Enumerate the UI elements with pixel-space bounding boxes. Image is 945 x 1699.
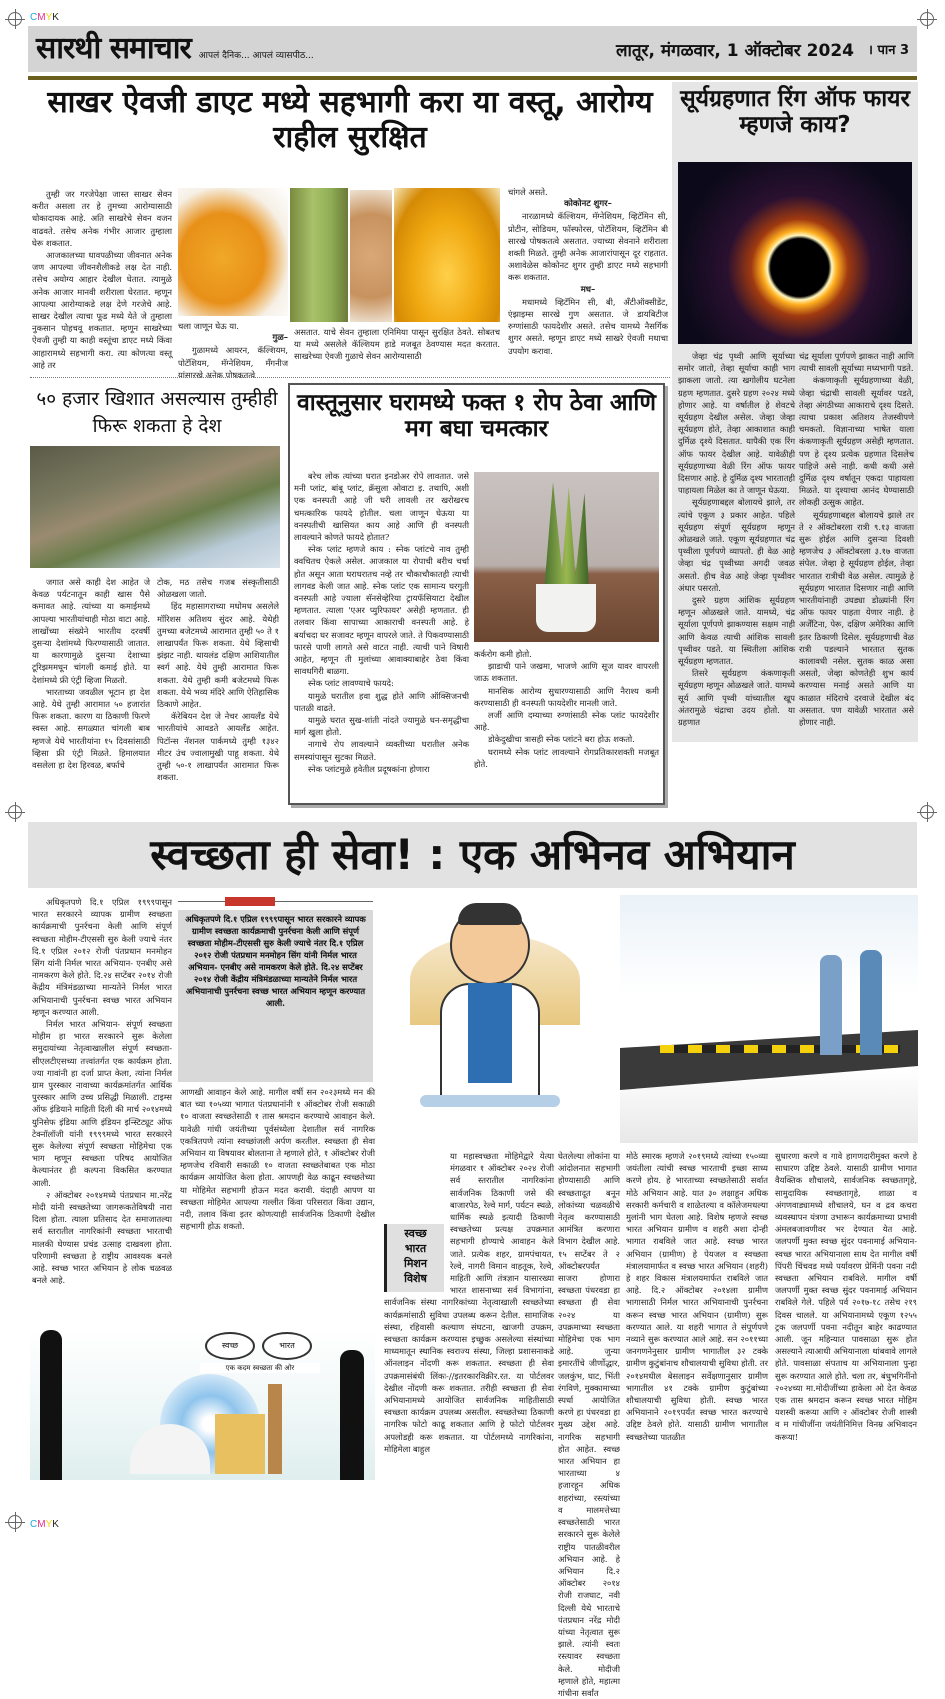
snake-plant-image [474, 472, 659, 642]
sweeper-silhouette-left [40, 1330, 62, 1480]
honey-image [394, 188, 500, 322]
swachh-column-4: घेतलेल्या लोकांना या आंदोलनात सहभागी होण्यासाठी आणि स्वच्छतादूत बनून लोकांच्या चळवळीचे नेतृत्व करण्यासाठी आमंत्रित करणारा विभाग देखील आहे. १५ सप्टेंबर ते २ ऑक्टोबरपर्यंत साजरा होणारा स्वच्छता पंधरवडा हा स्वच्छता ही सेवा २०२४ या उपक्रमाच्या स्वच्छता मोहिमेचा एक भाग आहे. जुन्या इमारतींचे जीर्णोद्धार, जलकुंभ, घाट, भिंती रंगविणे, मुक्कामाच्या स्पर्धा आयोजित करणे हा पंधरवडा हा मुख्य उद्देश आहे. नागरिक सहभागी होत आहेत. स्वच्छ भारत अभियान हा भारताच्या ४ हजारहून अधिक शहरांच्या, रस्त्यांच्या व मालमत्तेच्या स्वच्छतेसाठी भारत सरकारने सुरू केलेले राष्ट्रीय पातळीवरील अभियान आहे. हे अभियान दि.२ ऑक्टोबर २०१४ रोजी राजघाट, नवी दिल्ली येथे भारताचे पंतप्रधान नरेंद्र मोदी यांच्या नेतृत्वात सुरू झाले. त्यांनी स्वतः रस्त्यावर स्वच्छता केले. मोदीजी म्हणाले होते, महात्मा गांधीना सर्वांत [558, 1151, 620, 1698]
sugar-column-3: असतात. याचे सेवन तुम्हाला एनिमिया पासून सुरक्षित ठेवते. सोबतच या मध्ये असलेले कॅल्शियम हाडे मजबूत ठेवण्यास मदत करतात. साखरेच्या ऐवजी गुळाचे सेवन आरोग्यासाठी [294, 327, 500, 362]
sugar-column-4: चांगले असते. कोकोनट शुगर– नारळामध्ये कॅल्शियम, मॅग्नेशियम, व्हिटॅमिन सी, प्रोटीन, सोडियम, फॉस्फोरस, पोटॅशियम, व्हिटॅमिन बी सारखे पोषकतत्वे असतात. ज्याच्या सेवनाने शरीराला शक्ती मिळते. तुम्ही अनेक आजारांपासून दूर राहतात. अशावेळेस कोकोनट शुगर तुम्ही डाएट मध्ये सहभागी करू शकतात. मध– मधामध्ये व्हिटॅमिन सी, बी, अँटीऑक्सीडेंट, एंझाइम्स सारखे गुण असतात. जे डायबिटीज रुग्णांसाठी फायदेशीर असते. तसेच यामध्ये नैसर्गिक शुगर असते. म्हणून डाएट मध्ये साखरे ऐवजी मधाचा उपयोग करावा. [508, 187, 668, 356]
sugar-headline: साखर ऐवजी डाएट मध्ये सहभागी करा या वस्तू, आरोग्य राहील सुरक्षित [47, 85, 653, 155]
coconut-image [290, 188, 348, 322]
tagline: आपलं दैनिक... आपलं व्यासपीठ... [198, 50, 314, 61]
cmyk-mark-top: CMYK [30, 12, 59, 23]
coconut-sugar-image [350, 190, 392, 322]
qutub-minar-icon [268, 1384, 282, 1474]
glasses-right-lens: भारत [262, 1332, 312, 1360]
masthead [28, 26, 917, 72]
registration-mark-icon [8, 12, 22, 26]
swachh-column-5: मोठे स्मारक म्हणजे २०१९मध्ये त्यांच्या १५०व्या जयंतीला त्यांची स्वच्छ भारताची इच्छा साध्य करणे होय. हे भारताच्या स्वच्छतेसाठी सर्वात मोठे अभियान आहे. यात ३० लक्षाहून अधिक सरकारी कर्मचारी व शाळेतल्या व कॉलेजमधल्या मुलांनी भाग घेतला आहे. विशेष म्हणजे स्वच्छ भारत अभियान ग्रामीण व शहरी अशा दोन्ही भागात राबविले जात आहे. स्वच्छ भारत अभियान (ग्रामीण) हे पेयजल व स्वच्छता मंत्रालयामार्फत व स्वच्छ भारत अभियान (शहरी) हे शहर विकास मंत्रालयमार्फत राबविले जात आहे. दि.२ ऑक्टोबर २०१४ला ग्रामीण भागासाठी निर्मल भारत अभियानाची पुनर्रचना करून स्वच्छ भारत अभियान (ग्रामीण) सुरू करण्यात आले. या शहरी भागात ते संपूर्णपणे नव्याने सुरू करण्यात आले आहे. सन २०११च्या जनगणनेनुसार ग्रामीण भागातील ३२ टक्के ग्रामीण कुटुंबांनाच शौचालयाची सुविधा होती. तर २०१४मधील बेसलाइन सर्वेक्षणानुसार ग्रामीण भागातील ४१ टक्के ग्रामीण कुटुंबांच्या शौचालयाची सुविधा होती. स्वच्छ भारत अभियानाने २०१९पर्यंत स्वच्छ भारत करण्याचे उद्दिष्ट ठेवले होते. यासाठी ग्रामीण भागातील स्वच्छतेच्या पातळीत [626, 1151, 768, 1442]
dateline: लातूर, मंगळवार, 1 ऑक्टोबर 2024 [615, 40, 854, 61]
swachh-road-illustration [620, 895, 918, 1143]
callout-rule [178, 901, 373, 902]
masthead-rule [28, 76, 917, 80]
plant-column-1: बरेच लोक त्यांच्या घरात इनडोअर रोपे लावतात. जसे मनी प्लांट, बांबू प्लांट, क्रॅसुला ओवाटा इ. तथापि, अशी एक वनस्पती आहे जी घरी लावली तर खरोखरच चमत्कारिक फायदे होतील. चला जाणून घेऊया या वनस्पतीची खासियत काय आहे आणि ही वनस्पती लावल्याने कोणते फायदे होतात? स्नेक प्लांट म्हणजे काय : स्नेक प्लांटचे नाव तुम्ही क्वचितच ऐकले असेल. आजकाल या रोपाची बरीच चर्चा होत असून आता घराघरातच नव्हे तर चौकाचौकातही त्याची लागवड केली जात आहे. स्नेक प्लांट एक सामान्य घरगुती वनस्पती आहे ज्याला सॅनसेव्हेरिया ट्रायफॅसियाटा देखील म्हणतात. त्याला 'एअर प्युरिफायर' असेही म्हणतात. ही तलवार किंवा सापाच्या आकाराची वनस्पती आहे. हे बर्याचदा घर सजावट म्हणून वापरले जाते. ते पिकवण्यासाठी फारसे पाणी लागते असे वाटत नाही. त्याची पाने विषारी आहेत, म्हणून ती मुलांच्या आवाक्याबाहेर ठेवा किंवा सावधगिरी बाळगा. स्नेक प्लांट लावण्याचे फायदे: यामुळे घरातील हवा शुद्ध होते आणि ऑक्सिजनची पातळी वाढते. यामुळे घरात सुख-शांती नांदते ज्यामुळे धन-समृद्धीचा मार्ग खुला होतो. नागाचे रोप लावल्याने व्यक्तीच्या घरातील अनेक समस्यांपासून सुटका मिळते. स्नेक प्लांटमुळे हवेतील प्रदूषकांना होणारा [294, 471, 469, 774]
bhutan-monastery-image [30, 446, 280, 568]
eclipse-column-1: जेव्हा चंद्र पृथ्वी आणि सूर्याच्या समोर जातो, तेव्हा सूर्याचा काही भाग झाकला जातो. त्या खगोलीय घटनेला ग्रहण म्हणतात. दुसरे ग्रहण २०२४ मध्ये होणार आहे. या वर्षातील हे शेवटचे सूर्यग्रहण देखील असेल. जेव्हा जेव्हा सूर्यग्रहण होते, तेव्हा आकाशात काही दुर्मिळ दृश्ये दिसतात. यापैकी एक रिंग ऑफ फायर देखील आहे. यावेळीही सूर्यग्रहणाच्या वेळी रिंग ऑफ फायर दिसणार आहे. हे दुर्मिळ दृश्य भारतातही पाहायला मिळेल का ते जाणून घेऊया. सूर्यग्रहणाबद्दल बोलायचे झाले, तर त्यांचे एकूण ३ प्रकार आहेत. पहिले सूर्यग्रहण संपूर्ण सूर्यग्रहण म्हणून ओळखले जाते. एकूण सूर्यग्रहणात चंद्र पृथ्वीला पूर्णपणे व्यापतो. ही वेळ आहे जेव्हा चंद्र पृथ्वीच्या अगदी जवळ असतो. हीच वेळ आहे जेव्हा पृथ्वीवर अंधार पसरतो. दुसरे ग्रहण आंशिक सूर्यग्रहण म्हणून ओळखले जाते. यामध्ये, चंद्र सूर्याला पूर्णपणे झाकण्यास सक्षम नाही आणि केवळ त्याची आंशिक सावली पृथ्वीवर पडते. या स्थितीला आंशिक सूर्यग्रहण म्हणतात. तिसरे सूर्यग्रहण कंकणाकृती सूर्यग्रहण म्हणून ओळखले जाते. यामध्ये सूर्य आणि पृथ्वी यांच्यातील खूप अंतरामुळे चंद्राचा उदय होतो. या ग्रहणात [678, 351, 795, 728]
gandhi-glasses-logo [200, 1332, 330, 1376]
registration-mark-icon [920, 805, 934, 819]
callout-text: अधिकृतपणे दि.१ एप्रिल १९९९पासून भारत सरकारने व्यापक ग्रामीण स्वच्छता कार्यक्रमाची पुनर्रचना केली आणि संपूर्ण स्वच्छता मोहीम-टीएससी सुरु केली ज्याचे नंतर दि.१ एप्रिल २०१२ रोजी पंतप्रधान मनमोहन सिंग यांनी निर्मल भारत अभियान- एनबीए असे नामकरण केले होते. दि.२४ सप्टेंबर २०१४ रोजी केंद्रीय मंत्रिमंडळाच्या मान्यतेने निर्मल भारत अभियानाची पुनर्रचना स्वच्छ भारत अभियान म्हणून करण्यात आली. [185, 914, 366, 1008]
swachh-column-2: आणखी आवाहन केले आहे. मागील वर्षी सन २०२३मध्ये मन की बात च्या १०५व्या भागात पंतप्रधानांनी १ ऑक्टोबर रोजी सकाळी १० वाजता स्वच्छतेसाठी १ तास श्रमदान करण्याचे आवाहन केले. यावेळी गांधी जयंतीच्या पूर्वसंध्येला देशातील सर्व नागरिक एकत्रितपणे त्यांना स्वच्छांजली अर्पण करतील. स्वच्छता ही सेवा अभियान या विषयावर बोलताना ते म्हणाले होते, १ ऑक्टोबर रोजी म्हणजेच रविवारी सकाळी १० वाजता स्वच्छतेबाबत एक मोठा कार्यक्रम आयोजित केला होता. आपणही वेळ काढून स्वच्छतेच्या या मोहिमेत सहभागी होऊन मदत करावी. यंदाही आपण या स्वच्छता मोहिमेत आपल्या गल्लीत किंवा परिसरात किंवा उद्यान, नदी, तलाव किंवा इतर कोणत्याही सार्वजनिक ठिकाणी देखील सहभागी होऊ शकतो. [180, 1087, 375, 1232]
jaggery-image [178, 188, 288, 316]
swachh-headline: स्वच्छता ही सेवा! : एक अभिनव अभियान [150, 830, 795, 879]
eclipse-column-2: चंद्र सूर्याला पूर्णपणे झाकत नाही आणि त्याची सावली सूर्याच्या मध्यभागी पडते. कंकणाकृती सूर्यग्रहणाच्या वेळी, जेव्हा चंद्राची सावली सूर्यावर पडते, तेव्हा अंगठीच्या आकाराचे दृश्य दिसते. त्याचा प्रकाश अतिशय तेजस्वीपणे चमकतो. विज्ञानाच्या भाषेत याला कंकणाकृती सूर्यग्रहण असेही म्हणतात. पण हे दृश्य प्रत्येक ग्रहणात दिसलेच पाहिजे असे नाही. कधी कधी असे दुर्मिळ दृश्य वर्षातून एकदा पाहायला मिळते. या दृश्याचा आनंद घेण्यासाठी लोकही उत्सुक आहेत. सूर्यग्रहणाबद्दल बोलायचे झाले तर ते २ ऑक्टोबरला रात्री ९.१३ वाजता सुरू होईल आणि दुसऱ्या दिवशी म्हणजेच ३ ऑक्टोबरला ३.१७ वाजता संपेल. जेव्हा हे सूर्यग्रहण होईल, तेव्हा भारतात रात्रीची वेळ असेल. त्यामुळे हे सूर्यग्रहण भारतात दिसणार नाही आणि भारतीयांनाही उघड्या डोळ्यांनी रिंग ऑफ फायर पाहता येणार नाही. हे अर्जेंटिना, पेरू, दक्षिण अमेरिका आणि इतर ठिकाणी दिसेल. सूर्यग्रहणाची वेळ रात्री पडल्याने भारतात सुतक कालावधी नसेल. सुतक काळ असा असतो, जेव्हा कोणतेही शुभ कार्य करण्यास मनाई असते आणि या काळात मंदिराचे दरवाजे देखील बंद असतात. पण यावेळी भारतात असे होणार नाही. [799, 351, 914, 728]
sugar-column-1: तुम्ही जर गरजेपेक्षा जास्त साखर सेवन करीत असला तर हे तुमच्या आरोग्यासाठी धोकादायक आहे. अति साखरेचे सेवन वजन वाढवते. तसेच अनेक गंभीर आजार तुम्हाला घेरू शकतात. आजकालच्या धावपळीच्या जीवनात अनेक जण आपल्या जीवनशैलीकडे लक्ष देत नाही. तसेच अयोग्य आहार देखील घेतात. त्यामुळे अनेक आजार मानवी शरीराला घेरतात. म्हणून आपल्या आरोग्याकडे लक्ष देणे गरजेचे आहे. साखर देखील त्याचा फूड मध्ये येते जे तुम्हाला नुकसान पोहचवू शकतात. म्हणून साखरेच्या ऐवजी तुम्ही या काही वस्तूंचा डाएट मध्ये किंवा आहारामध्ये सहभागी करा. त्या कोणत्या वस्तू आहे तर [32, 189, 172, 370]
glasses-left-lens: स्वच्छ [205, 1332, 255, 1360]
ring-of-fire-image [678, 162, 912, 344]
sugar-column-2: चला जाणून घेऊ या. गुळ– गुळामध्ये आयरन, कॅल्शियम, पोटॅशियम, मॅग्नेशियम, मॅंगनीज यांसारखे अनेक पोषकतत्वे [178, 321, 288, 380]
glasses-caption: एक कदम स्वच्छता की ओर [200, 1363, 320, 1373]
page-number: । पान 3 [868, 43, 909, 58]
swachh-column-6: सुधारणा करणे व गावे हागणदारीमुक्त करणे हे साधारण उद्दिष्ट ठेवले. यासाठी ग्रामीण भागात वैयक्तिक शौचालये, सार्वजनिक स्वच्छतागृहे, सामुदायिक स्वच्छतागृहे, शाळा व अंगणवाड्यामध्ये शौचालये, घन व द्रव कचरा व्यवस्थापन यंत्रणा उभारून कार्यक्रमाच्या प्रभावी अंमलबजावणीवर भर देण्यात येत आहे. जलपर्णी मुक्त स्वच्छ सुंदर पवनामाई अभियान- स्वच्छ भारत अभियानाला साथ देत मागील वर्षी पिंपरी चिंचवड मध्ये पर्यावरण प्रेमिंनी पवना नदी स्वच्छता अभियान राबविले. मागील वर्षी जलपर्णी मुक्त स्वच्छ सुंदर पवनामाई अभियान राबविले गेले. पहिले पर्व २०१७-१८ तसेच २१९ दिवस चालले. या अभियानामध्ये एकूण १२५५ ट्रक जलपर्णी पवना नदीतून बाहेर काढण्यात आली. जून महिन्यात पावसाळा सुरू होत असल्याने त्याआधी अभियानाला थांबवावे लागले होते. पावसाळा संपताच या अभियानाला पुन्हा सुरू करण्यात आले होते. चला तर, बंधुभगिनींनो २०२४च्या मा.मोदीजींच्या हाकेला ओ देत केवळ एक तास श्रमदान करून स्वच्छ भारत मोहिम यशस्वी करूया आणि २ ऑक्टोबर रोजी शास्त्री व म गांधीजींना जयंतीनिमित्त विनम्र अभिवादन करूया! [775, 1151, 917, 1442]
india-gate-icon [215, 1414, 265, 1474]
registration-mark-icon [8, 805, 22, 819]
registration-mark-icon [920, 12, 934, 26]
travel-column-1: जगात असे काही देश आहेत जे केवळ पर्यटनातून काही खास पैसे कमावत आहे. त्यांच्या या कमाईमध्ये आपल्या भारतीयांचाही मोठा वाटा आहे. लाखोंच्या संख्येने भारतीय दरवर्षी दुसऱ्या देशांमध्ये फिरण्यासाठी जातात. या कारणामुळे दुसऱ्या देशाच्या टूरिझममधून चांगली कमाई होते. या देशांमध्ये फ्री एंट्री व्हिजा मिळतो. भारताच्या जवळील भूटान हा देश आहे. येथे तुम्ही आरामात ५० हजारांत फिरू शकता. कारण या ठिकाणी फिरणे स्वस्त आहे. सगळ्यात चांगली बाब म्हणजे येथे भारतीयांना १५ दिवसांसाठी व्हिसा फ्री एंट्री मिळते. हिमालयात वसलेला हा देश हिरवळ, बर्फाचे [32, 577, 150, 771]
section-divider [30, 377, 670, 378]
newspaper-title: सारथी समाचार [36, 31, 191, 66]
plant-headline: वास्तूनुसार घरामध्ये फक्त १ रोप ठेवा आणि मग बघा चमत्कार [297, 390, 656, 443]
travel-headline: ५० हजार खिशात असल्यास तुम्हीही फिरू शकता हे देश [36, 388, 278, 437]
plant-column-2: कर्करोग कमी होतो. झाडाची पाने जखमा, भाजणे आणि सूज यावर वापरली जाऊ शकतात. मानसिक आरोग्य सुधारण्यासाठी आणि नैराश्य कमी करण्यासाठी ही वनस्पती फायदेशीर मानली जाते. लर्जी आणि दम्याच्या रुग्णांसाठी स्नेक प्लांट फायदेशीर आहे. डोकेदुखीचा त्रासही स्नेक प्लांटने बरा होऊ शकतो. घरामध्ये स्नेक प्लांट लावल्याने रोगप्रतिकारशक्ती मजबूत होते. [474, 649, 659, 769]
swachh-sweeping-illustration [380, 895, 615, 1143]
callout-accent-bar [225, 897, 275, 906]
badge-text: स्वच्छ भारत मिशन विशेष [403, 1227, 427, 1285]
eclipse-headline: सूर्यग्रहणात रिंग ऑफ फायर म्हणजे काय? [680, 86, 910, 139]
registration-mark-icon [8, 1515, 22, 1529]
sweeper-silhouette-right [340, 1350, 364, 1480]
swachh-column-3: या महास्वच्छता मोहिमेद्वारे येत्या मंगळवार १ ऑक्टोबर २०२४ रोजी सर्व स्तरातील नागरिकांना सार्वजनिक ठिकाणी जसे की बाजारपेठ, रेल्वे मार्ग, पर्यटन स्थळे, धार्मिक स्थळे इत्यादी ठिकाणी स्वच्छतेच्या प्रत्यक्ष उपक्रमात सहभागी होण्याचे आवाहन केले जाते. प्रत्येक शहर, ग्रामपंचायत, रेल्वे, नागरी विमान वाहतूक, रेल्वे, माहिती आणि तंत्रज्ञान यासारख्या भारत शासनाच्या सर्व विभागांना, सार्वजनिक संस्था नागरिकांच्या नेतृत्वाखाली स्वच्छतेच्या कार्यक्रमांसाठी सुविधा उपलब्ध करून देतील. सामाजिक संस्था, रहिवासी कल्याण संघटना, खाजगी उपक्रम, स्वच्छता कार्यक्रम करण्यास इच्छुक असलेल्या संस्थांच्या माध्यमातून स्थानिक स्वराज्य संस्था, जिल्हा प्रशासनाकडे ऑनलाइन नोंदणी करू शकतात. स्वच्छता ही सेवा उपक्रमासंबंधी लिंकः-//इतरकारविक्रीर.रत. या पोर्टलवर देखील नोंदणी करू शकतात. तरीही स्वच्छता ही सेवा अभियानामध्ये आयोजित सार्वजनिक माहितीसाठी स्वच्छता कार्यक्रम उपलब्ध असतील. स्वच्छतेच्या ठिकाणी नागरिक फोटो काढू शकतात आणि हे फोटो पोर्टलवर अपलोडही करू शकतात. या पोर्टलमध्ये नागरिकांना, मोहिमेला बाहुल [384, 1151, 554, 1454]
travel-column-2: टोक, मठ तसेच गजब संस्कृतीसाठी ओळखला जातो. हिंद महासागराच्या मधोमध असलेले मॉरिशस अतिशय सुंदर आहे. येथेही तुमच्या बजेटमध्ये आरामात तुम्ही ५० ते १ लाखापर्यंत फिरू शकता. येथे व्हिसाची झंझट नाही. थायलंड दक्षिण आशियातील स्वर्ग आहे. येथे तुम्ही आरामात फिरू शकता. येथे तुम्ही कमी बजेटमध्ये फिरू शकता. येथे भव्य मंदिरे आणि ऐतिहासिक ठिकाणे आहेत. कॅरेबियन देश जे नेचर आयलँड येथे भारतीयांचे आवडते आयलँड आहेत. पिटॉन्स नॅशनल पार्कमध्ये तुम्ही १३४२ मीटर उंच ज्वालामुखी पाहू शकता. येथे तुम्ही ५०-१ लाखापर्यंत आरामात फिरू शकता. [157, 577, 280, 783]
swachh-column-1: अधिकृतपणे दि.१ एप्रिल १९९९पासून भारत सरकारने व्यापक ग्रामीण स्वच्छता कार्यक्रमाची पुनर्रचना केली आणि संपूर्ण स्वच्छता मोहीम-टीएससी सुरु केली ज्याचे नंतर दि.१ एप्रिल २०१२ रोजी पंतप्रधान मनमोहन सिंग यांनी निर्मल भारत अभियान- एनबीए असे नामकरण केले होते. दि.२४ सप्टेंबर २०१४ रोजी केंद्रीय मंत्रिमंडळाच्या मान्यतेने निर्मल भारत अभियानाची पुनर्रचना स्वच्छ भारत अभियान म्हणून करण्यात आली. निर्मल भारत अभियान- संपूर्ण स्वच्छता मोहीम हा भारत सरकारने सुरू केलेला समुदायांच्या नेतृत्वाखालील संपूर्ण स्वच्छता- सीएलटीएसच्या तत्त्वांतर्गत एक कार्यक्रम होता. ज्या गावांनी हा दर्जा प्राप्त केला, त्यांना निर्मल ग्राम पुरस्कार नावाच्या कार्यक्रमांतर्गत आर्थिक पुरस्कार आणि उच्च प्रसिद्धी मिळाली. टाइम्स ऑफ इंडियाने माहिती दिली की मार्च २०१४मध्ये युनिसेफ इंडिया आणि इंडियन इन्स्टिट्यूट ऑफ टेक्नॉलॉजी यांनी १९९९मध्ये भारत सरकारने सुरू केलेल्या संपूर्ण स्वच्छता मोहिमेचा एक भाग म्हणून स्वच्छता परिषद आयोजित केल्यानंतर ही कल्पना विकसित करण्यात आली. २ ऑक्टोबर २०१४मध्ये पंतप्रधान मा.नरेंद्र मोदी यांनी स्वच्छतेच्या जागरूकतेविषयी नारा दिला होता. त्याला प्रतिसाद देत समाजातल्या सर्व स्तरातील नागरिकांनी स्वच्छता भारताची मालकी घेण्यास प्रचंड उत्साह दाखवला होता. परिणामी स्वच्छता हे राष्ट्रीय आवश्यक बनले आहे. स्वच्छ भारत अभियान हे लोक चळवळ बनले आहे. [32, 897, 172, 1286]
cmyk-mark-bottom: CMYK [30, 1519, 59, 1530]
